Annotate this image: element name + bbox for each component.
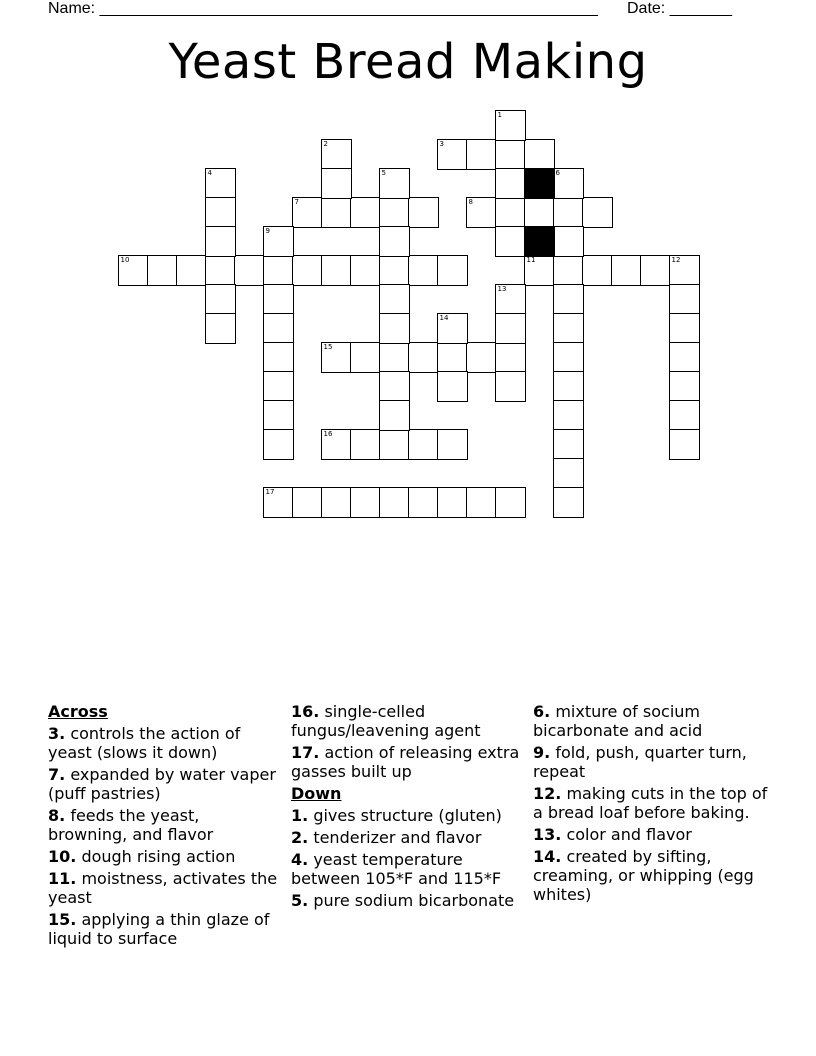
clue-number: 11 [526,255,536,264]
date-field-label: Date: _______ [627,0,732,17]
across-clue [48,869,278,907]
crossword-cell[interactable] [206,169,235,198]
across-heading: Across [48,702,108,721]
crossword-cell[interactable] [322,430,351,459]
crossword-cell[interactable] [554,343,583,372]
clue-text: mixture of socium bicarbonate and acid [533,702,703,740]
down-clue-list-continued [533,702,778,904]
crossword-cell[interactable] [409,256,438,285]
crossword-cell[interactable] [496,285,525,314]
crossword-cell[interactable] [148,256,177,285]
crossword-cell[interactable] [612,256,641,285]
crossword-cell[interactable] [293,256,322,285]
crossword-cell[interactable] [409,343,438,372]
down-clue [533,847,778,904]
crossword-cell[interactable] [438,430,467,459]
crossword-cell[interactable] [467,140,496,169]
across-clue [48,847,278,866]
clue-number: 4 [207,168,212,177]
crossword-cell[interactable] [264,372,293,401]
clue-text: created by sifting, creaming, or whipping (egg whites) [533,847,754,904]
crossword-cell[interactable] [322,140,351,169]
across-clue [291,743,521,781]
name-field-label: Name: ________________________________________________________ [48,0,598,17]
crossword-cell[interactable] [554,169,583,198]
crossword-cell[interactable] [380,488,409,517]
clue-text: expanded by water vaper (puff pastries) [48,765,276,803]
down-clue [533,743,778,781]
crossword-cell[interactable] [206,314,235,343]
clue-text: applying a thin glaze of liquid to surface [48,910,270,948]
crossword-cell[interactable] [264,401,293,430]
crossword-cell[interactable] [496,227,525,256]
crossword-cell[interactable] [380,285,409,314]
crossword-cell[interactable] [351,343,380,372]
clue-number: 7. [48,765,66,784]
clue-text: single-celled fungus/leavening agent [291,702,481,740]
clue-number: 2. [291,828,309,847]
crossword-cell[interactable] [670,372,699,401]
crossword-cell[interactable] [380,314,409,343]
clue-text: making cuts in the top of a bread loaf before baking. [533,784,768,822]
crossword-cell[interactable] [554,459,583,488]
crossword-cell[interactable] [206,285,235,314]
crossword-cell[interactable] [670,343,699,372]
clue-number: 3 [439,139,444,148]
clue-number: 9 [265,226,270,235]
crossword-cell[interactable] [467,343,496,372]
crossword-cell[interactable] [409,198,438,227]
crossword-cell[interactable] [496,314,525,343]
clue-text: dough rising action [81,847,236,866]
crossword-cell[interactable] [525,140,554,169]
clue-number: 3. [48,724,66,743]
across-clue [48,806,278,844]
crossword-cell[interactable] [351,198,380,227]
crossword-cell[interactable] [264,430,293,459]
crossword-cell[interactable] [380,343,409,372]
crossword-cell[interactable] [264,285,293,314]
clue-number: 9. [533,743,551,762]
crossword-cell[interactable] [670,430,699,459]
crossword-cell[interactable] [641,256,670,285]
crossword-cell[interactable] [496,372,525,401]
crossword-cell[interactable] [670,314,699,343]
clue-number: 5 [381,168,386,177]
clue-number: 17. [291,743,320,762]
across-clue [291,702,521,740]
crossword-cell[interactable] [554,314,583,343]
crossword-cell[interactable] [380,401,409,430]
crossword-cell[interactable] [293,488,322,517]
crossword-cell[interactable] [177,256,206,285]
clue-number: 4. [291,850,309,869]
crossword-cell[interactable] [496,111,525,140]
crossword-cell[interactable] [467,198,496,227]
clue-text: yeast temperature between 105*F and 115*F [291,850,502,888]
crossword-cell[interactable] [438,372,467,401]
clue-text: gives structure (gluten) [313,806,502,825]
clue-text: action of releasing extra gasses built up [291,743,520,781]
crossword-cell[interactable] [206,198,235,227]
clues-column-1 [48,702,278,951]
clue-number: 16 [323,429,333,438]
clue-text: fold, push, quarter turn, repeat [533,743,747,781]
down-clue [291,850,521,888]
clue-number: 14 [439,313,449,322]
crossword-cell[interactable] [554,256,583,285]
shaded-square [525,169,554,198]
page-title: Yeast Bread Making [168,34,648,90]
crossword-cell[interactable] [264,227,293,256]
clue-text: pure sodium bicarbonate [313,891,515,910]
crossword-cell[interactable] [525,198,554,227]
clue-number: 7 [294,197,299,206]
crossword-cell[interactable] [380,372,409,401]
crossword-cell[interactable] [554,488,583,517]
crossword-cell[interactable] [438,140,467,169]
clue-number: 13 [497,284,507,293]
clue-number: 11. [48,869,77,888]
clue-number: 2 [323,139,328,148]
crossword-cell[interactable] [206,227,235,256]
crossword-cell[interactable] [554,430,583,459]
crossword-cell[interactable] [380,169,409,198]
crossword-cell[interactable] [351,256,380,285]
crossword-cell[interactable] [409,488,438,517]
down-clue [291,891,521,910]
clue-text: color and flavor [566,825,692,844]
crossword-cell[interactable] [583,198,612,227]
crossword-cell[interactable] [467,488,496,517]
down-clue-list [291,806,521,910]
clue-number: 8 [468,197,473,206]
crossword-cell[interactable] [496,488,525,517]
crossword-cell[interactable] [583,256,612,285]
crossword-cell[interactable] [554,372,583,401]
across-clue [48,765,278,803]
clue-number: 5. [291,891,309,910]
crossword-cell[interactable] [670,401,699,430]
down-heading: Down [291,784,342,803]
crossword-cell[interactable] [380,256,409,285]
crossword-cell[interactable] [119,256,148,285]
crossword-cell[interactable] [496,140,525,169]
crossword-cell[interactable] [322,198,351,227]
crossword-cell[interactable] [206,256,235,285]
crossword-cell[interactable] [293,198,322,227]
clue-number: 6. [533,702,551,721]
clue-number: 15 [323,342,333,351]
down-clue [533,825,778,844]
clue-text: moistness, activates the yeast [48,869,278,907]
clue-number: 13. [533,825,562,844]
crossword-cell[interactable] [496,169,525,198]
shaded-square [525,227,554,256]
crossword-cell[interactable] [525,256,554,285]
crossword-cell[interactable] [235,256,264,285]
crossword-cell[interactable] [554,227,583,256]
crossword-cell[interactable] [380,198,409,227]
clue-text: feeds the yeast, browning, and flavor [48,806,214,844]
clue-number: 8. [48,806,66,825]
clue-number: 14. [533,847,562,866]
clue-number: 10 [120,255,130,264]
clue-text: controls the action of yeast (slows it down) [48,724,241,762]
crossword-cell[interactable] [554,198,583,227]
down-clue [291,806,521,825]
crossword-cell[interactable] [496,343,525,372]
down-clue [291,828,521,847]
across-clue [48,910,278,948]
crossword-cell[interactable] [264,314,293,343]
down-clue [533,702,778,740]
clue-number: 12. [533,784,562,803]
clue-number: 1. [291,806,309,825]
crossword-cell[interactable] [264,256,293,285]
clue-number: 16. [291,702,320,721]
down-clue [533,784,778,822]
crossword-cell[interactable] [554,401,583,430]
crossword-cell[interactable] [322,343,351,372]
crossword-cell[interactable] [380,227,409,256]
crossword-cell[interactable] [351,488,380,517]
across-clue-list-continued [291,702,521,781]
crossword-cell[interactable] [351,430,380,459]
crossword-cell[interactable] [438,314,467,343]
across-clue [48,724,278,762]
across-clue-list [48,724,278,948]
crossword-cell[interactable] [670,285,699,314]
clue-number: 1 [497,110,502,119]
crossword-cell[interactable] [496,198,525,227]
crossword-cell[interactable] [380,430,409,459]
crossword-cell[interactable] [322,488,351,517]
crossword-cell[interactable] [438,256,467,285]
clue-number: 12 [671,255,681,264]
crossword-cell[interactable] [322,169,351,198]
clue-number: 17 [265,487,275,496]
crossword-cell[interactable] [438,488,467,517]
clue-number: 10. [48,847,77,866]
crossword-cell[interactable] [670,256,699,285]
clues-column-2 [291,702,521,913]
clue-number: 6 [555,168,560,177]
crossword-cell[interactable] [554,285,583,314]
crossword-cell[interactable] [264,343,293,372]
clues-column-3 [533,702,778,907]
clue-text: tenderizer and flavor [313,828,482,847]
crossword-cell[interactable] [264,488,293,517]
clue-number: 15. [48,910,77,929]
crossword-cell[interactable] [322,256,351,285]
crossword-cell[interactable] [438,343,467,372]
crossword-cell[interactable] [409,430,438,459]
